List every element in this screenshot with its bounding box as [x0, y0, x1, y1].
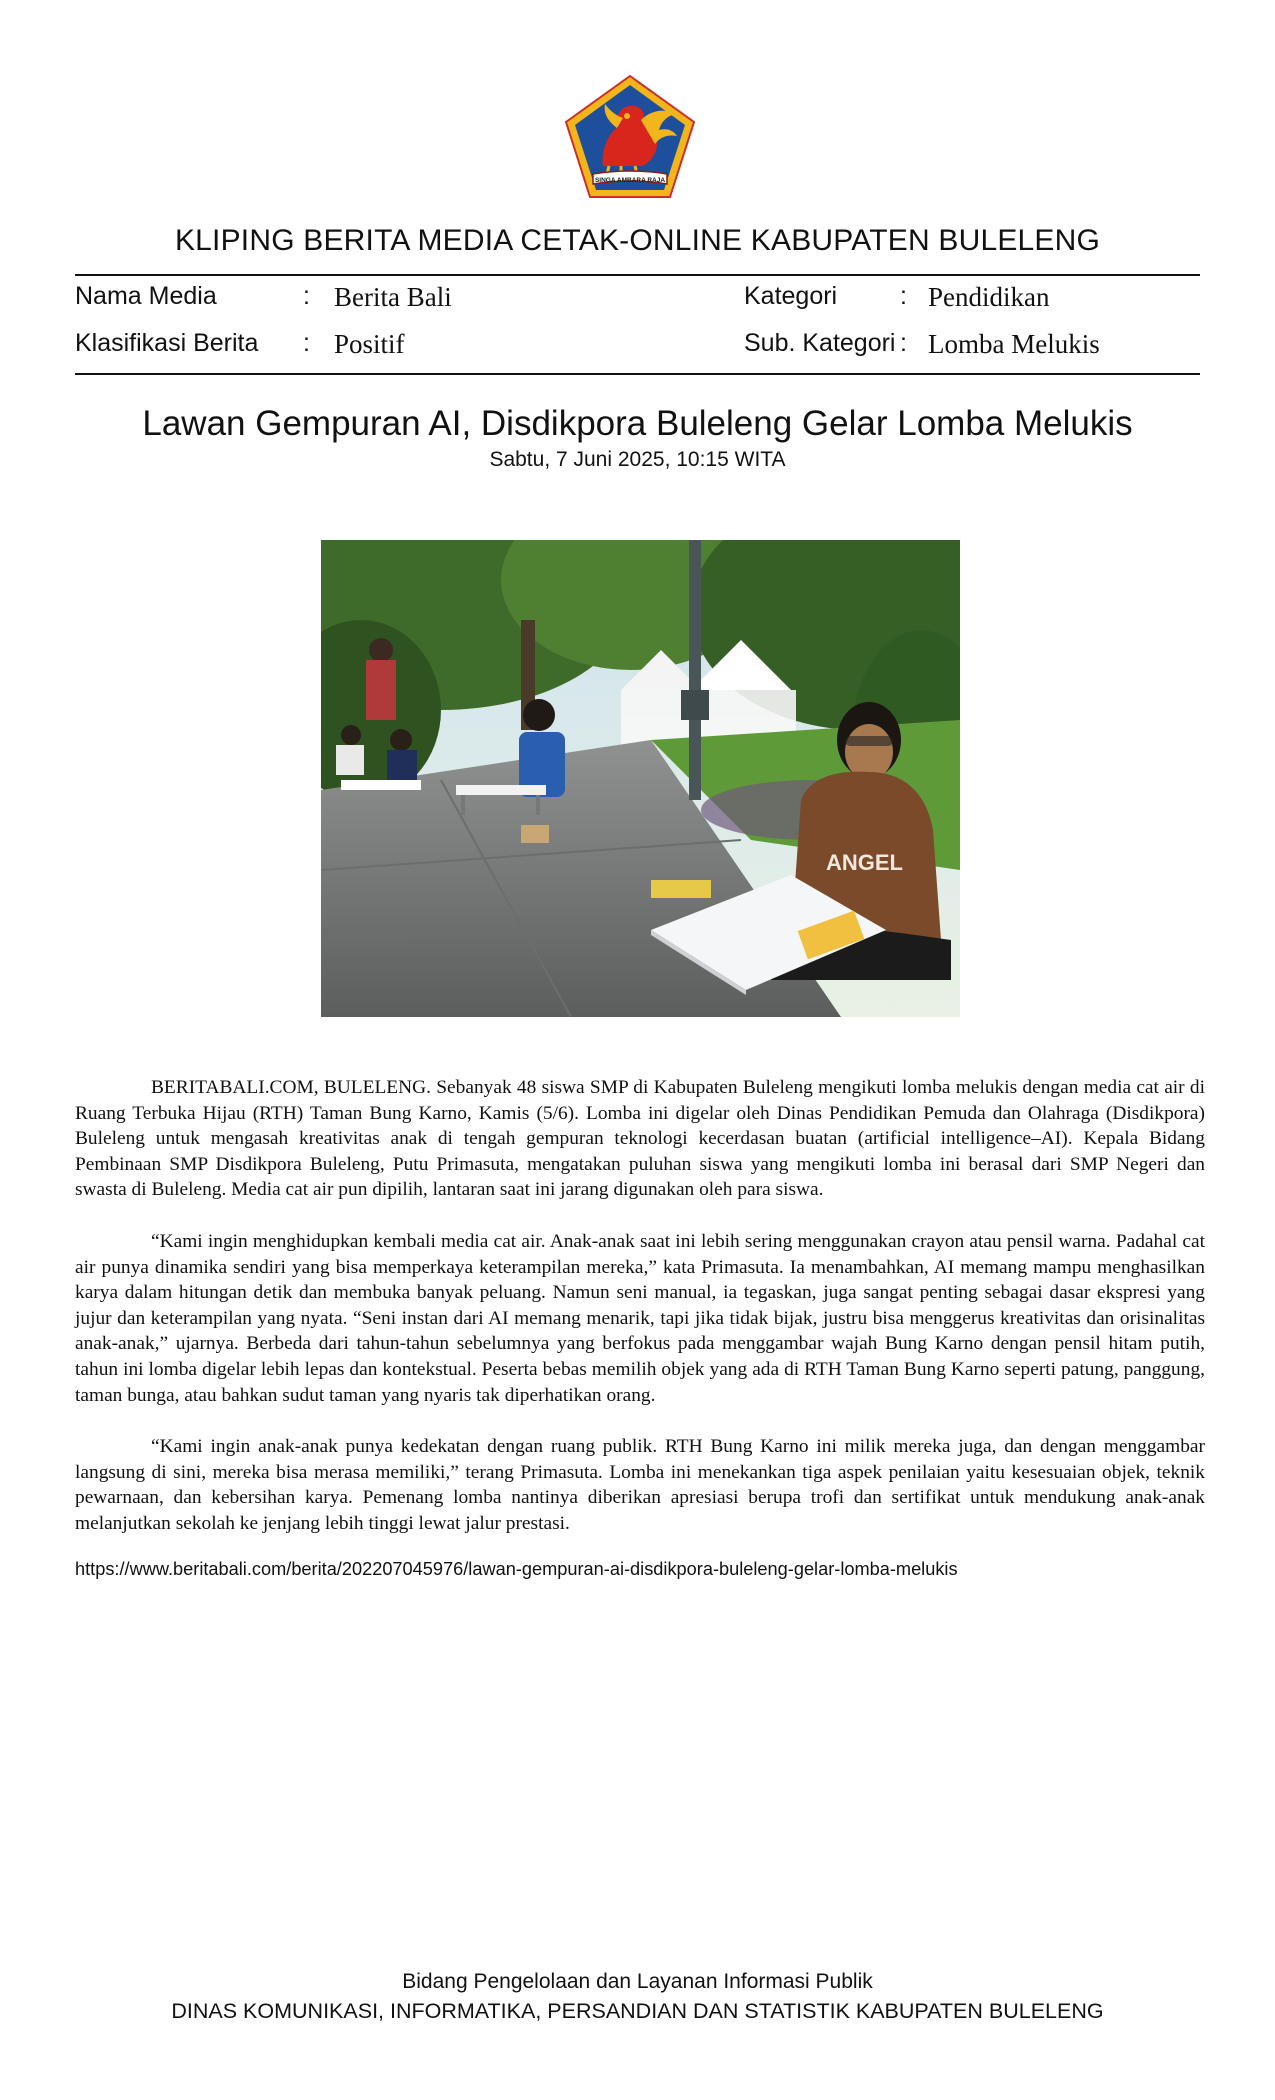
media-value: Berita Bali [334, 282, 452, 312]
klasifikasi-value: Positif [334, 329, 405, 359]
singa-ambara-raja-emblem-icon [563, 74, 697, 200]
regency-emblem-logo [563, 74, 697, 200]
media-label: Nama Media [75, 282, 217, 310]
subkategori-value: Lomba Melukis [928, 329, 1100, 359]
kategori-value: Pendidikan [928, 282, 1050, 312]
footer-agency: DINAS KOMUNIKASI, INFORMATIKA, PERSANDIAN DAN STATISTIK KABUPATEN BULELENG [171, 1999, 1104, 2023]
news-photo-students-painting [321, 540, 960, 1017]
klasifikasi-colon: : [303, 329, 310, 357]
media-colon: : [303, 282, 310, 310]
article-title: Lawan Gempuran AI, Disdikpora Buleleng Gelar Lomba Melukis [142, 404, 1133, 443]
klasifikasi-label: Klasifikasi Berita [75, 329, 259, 357]
article-paragraph: “Kami ingin anak-anak punya kedekatan dengan ruang publik. RTH Bung Karno ini milik mereka juga, dan dengan menggambar langsung di sini, mereka bisa merasa memiliki,” terang Primasuta. Lomba ini menekankan tiga aspek penilaian yaitu kesesuaian objek, teknik pewarnaan, dan kebersihan karya. Pemenang lomba nantinya diberikan apresiasi berupa trofi dan sertifikat untuk mendukung anak-anak melanjutkan sekolah ke jenjang lebih tinggi lewat jalur prestasi. [75, 1436, 1205, 1534]
svg-text:ANGEL: ANGEL [826, 850, 903, 875]
subkategori-colon: : [900, 329, 907, 357]
article-date: Sabtu, 7 Juni 2025, 10:15 WITA [489, 448, 786, 471]
emblem-caption: SINGA AMBARA RAJA [594, 177, 666, 184]
header-title: KLIPING BERITA MEDIA CETAK-ONLINE KABUPATEN BULELENG [174, 224, 1101, 257]
kategori-colon: : [900, 282, 907, 310]
article-paragraph: “Kami ingin menghidupkan kembali media cat air. Anak-anak saat ini lebih sering menggunakan crayon atau pensil warna. Padahal cat air punya dinamika sendiri yang bisa memperkaya keterampilan mereka,” kata Primasuta. Ia menambahkan, AI memang mampu menghasilkan karya dalam hitungan detik dan membuka banyak peluang. Namun seni manual, ia tegaskan, juga sangat penting sebagai dasar ekspresi yang jujur dan keterampilan yang nyata. “Seni instan dari AI memang menarik, tapi jika tidak bijak, justru bisa menggerus kreativitas dan orisinalitas anak-anak,” ujarnya. Berbeda dari tahun-tahun sebelumnya yang berfokus pada menggambar wajah Bung Karno dengan pensil hitam putih, tahun ini lomba digelar lebih lepas dan kontekstual. Peserta bebas memilih objek yang ada di RTH Taman Bung Karno seperti patung, panggung, taman bunga, atau bahkan sudut taman yang nyaris tak diperhatikan orang. [75, 1230, 1205, 1406]
header-rule-top [75, 274, 1200, 276]
header-rule-bottom [75, 373, 1200, 375]
article-body [75, 1075, 1205, 1563]
kategori-label: Kategori [744, 282, 838, 310]
footer-department: Bidang Pengelolaan dan Layanan Informasi Publik [402, 1970, 873, 1993]
subkategori-label: Sub. Kategori [744, 329, 896, 357]
news-photo [321, 540, 960, 1017]
source-url-link[interactable]: https://www.beritabali.com/berita/202207045976/lawan-gempuran-ai-disdikpora-buleleng-gelar-lomba-melukis [75, 1559, 958, 1579]
article-paragraph: BERITABALI.COM, BULELENG. Sebanyak 48 siswa SMP di Kabupaten Buleleng mengikuti lomba melukis dengan media cat air di Ruang Terbuka Hijau (RTH) Taman Bung Karno, Kamis (5/6). Lomba ini digelar oleh Dinas Pendidikan Pemuda dan Olahraga (Disdikpora) Buleleng untuk mengasah kreativitas anak di tengah gempuran teknologi kecerdasan buatan (artificial intelligence–AI). Kepala Bidang Pembinaan SMP Disdikpora Buleleng, Putu Primasuta, mengatakan puluhan siswa yang mengikuti lomba ini berasal dari SMP Negeri dan swasta di Buleleng. Media cat air pun dipilih, lantaran saat ini jarang digunakan oleh para siswa. [75, 1077, 1205, 1201]
